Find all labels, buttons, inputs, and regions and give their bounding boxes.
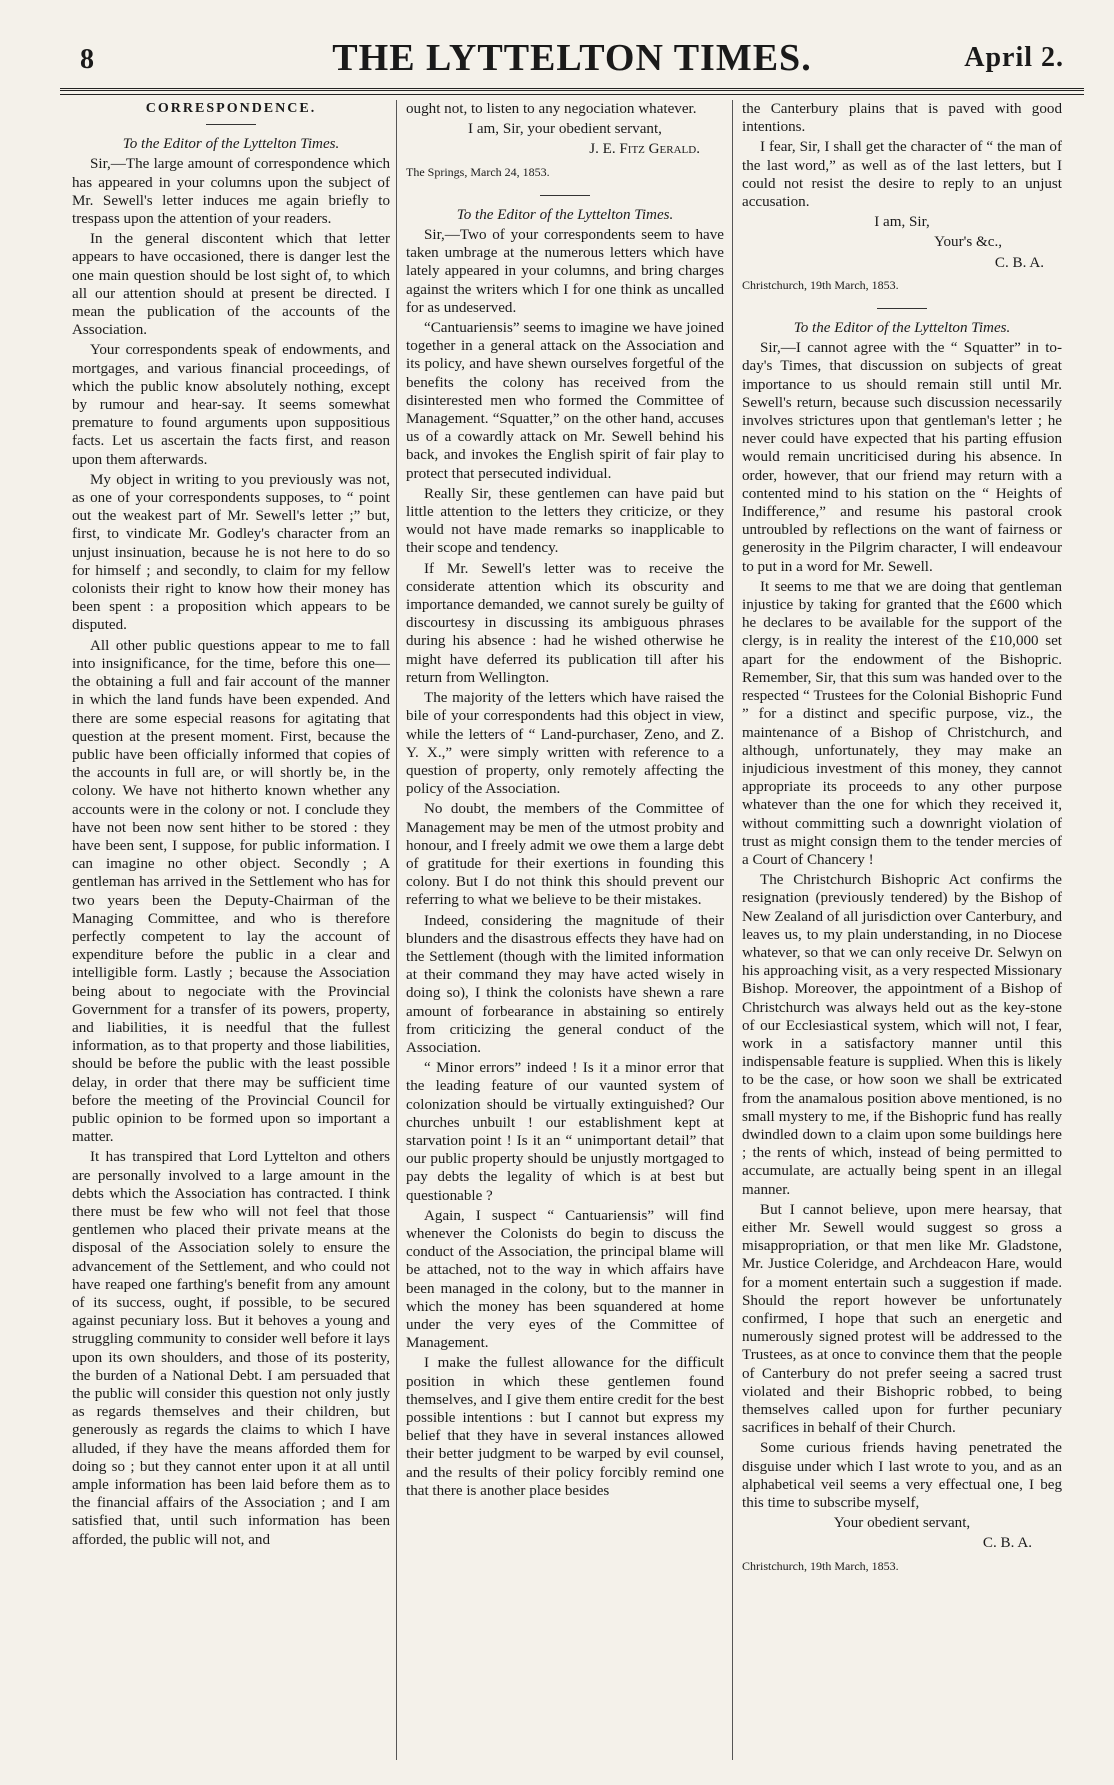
- paragraph: I fear, Sir, I shall get the character of “ the man of the last word,” as well as of the last letters, but I could not resist the desire to reply to an unjust accusation.: [742, 139, 1062, 211]
- letter-closing: Your obedient servant,: [833, 1515, 971, 1532]
- letter-signature: C. B. A.: [994, 254, 1044, 271]
- letter-closing: I am, Sir,: [874, 214, 930, 231]
- paragraph: “Cantuariensis” seems to imagine we have joined together in a general attack on the Association and its policy, and have shewn ourselves forgetful of the benefits the colony has received from the disinterested men who formed the Committee of Management. “Squatter,” on the other hand, accuses us of a cowardly attack on Mr. Sewell behind his back, and invokes the English spirit of fair play to protect that persecuted individual.: [406, 320, 724, 482]
- letter-salutation: To the Editor of the Lyttelton Times.: [122, 136, 340, 153]
- paragraph: It has transpired that Lord Lyttelton and others are personally involved to a large amount in the debts which the Association has contracted. I think there must be few who will not feel that those gentlemen who placed their private means at the disposal of the Association solely to ensure the advancement of the Settlement, and who could not have reaped one farthing's benefit from any amount of its success, ought, if possible, to be secured against pecuniary loss. But it behoves a young and struggling community to consider well before it lays upon its own shoulders, and those of its posterity, the burden of a National Debt. I am persuaded that the public will consider this question not only justly as regards themselves and their children, but generously as regards the claims to which I have alluded, if they have the means afforded them for doing so ; but they cannot enter upon it at all until ample information has been laid before them as to the financial affairs of the Association ; and I am satisfied that, until such information has been afforded, the public will not, and: [72, 1149, 390, 1548]
- page-header: [60, 32, 1084, 92]
- paragraph: The majority of the letters which have raised the bile of your correspondents had this object in view, while the letters of “ Land-purchaser, Zeno, and Z. Y. X.,” were simply written with reference to a question of property, only remotely affecting the policy of the Association.: [406, 690, 724, 798]
- letter-dateline: The Springs, March 24, 1853.: [406, 164, 550, 179]
- paragraph: ought not, to listen to any negociation whatever.: [406, 101, 697, 117]
- letter-signature: J. E. Fitz Gerald.: [589, 141, 700, 158]
- header-rule: [60, 88, 1084, 91]
- paragraph: Sir,—The large amount of correspondence which has appeared in your columns upon the subject of Mr. Sewell's letter induces me again briefly to trespass upon the attention of your readers.: [72, 156, 390, 228]
- paragraph: I make the fullest allowance for the difficult position in which these gentlemen found themselves, and I give them entire credit for the best possible intentions : but I cannot but express my belief that they have in several instances allowed their better judgment to be warped by evil counsel, and the results of their policy forcibly remind one that there is another place besides: [406, 1355, 724, 1499]
- paragraph: But I cannot believe, upon mere hearsay, that either Mr. Sewell would suggest so gross a misappropriation, or that men like Mr. Gladstone, Mr. Justice Coleridge, and Archdeacon Hare, would for a moment entertain such a suggestion if made. Should the report however be unfortunately confirmed, I hope that such an energetic and numerously signed protest will be addressed to the Trustees, as at once to convince them that the people of Canterbury do not prefer seeing a sacred trust violated and their Bishopric robbed, to being themselves called upon for further pecuniary sacrifices in behalf of their Church.: [742, 1201, 1062, 1437]
- paragraph: the Canterbury plains that is paved with good intentions.: [742, 101, 1062, 136]
- paragraph: Some curious friends having penetrated the disguise under which I last wrote to you, and as an alphabetical veil seems a very effectual one, I beg this time to subscribe myself,: [742, 1440, 1062, 1512]
- letter-closing: I am, Sir, your obedient servant,: [468, 121, 662, 138]
- letter-signature: C. B. A.: [982, 1535, 1032, 1552]
- letter-salutation: To the Editor of the Lyttelton Times.: [456, 206, 674, 223]
- column-1: [72, 100, 390, 1770]
- divider: [540, 195, 590, 196]
- column-3: [742, 100, 1062, 1770]
- divider: [206, 124, 256, 125]
- letter-closing: Your's &c.,: [934, 234, 1002, 251]
- paragraph: Sir,—I cannot agree with the “ Squatter” in to-day's Times, that discussion on subjects of great importance to us should remain still until Mr. Sewell's return, because such discussion necessarily involves strictures upon that gentleman's letter ; he never could have expected that his parting effusion would remain uncriticised during his absence. In order, however, that our friend may return with a contented mind to his station on the “ Heights of Indifference,” and resume his pastoral crook untroubled by reflections on the want of fairness or generosity in the Pilgrim character, I will endeavour to put in a word for Mr. Sewell.: [742, 340, 1062, 575]
- paragraph: No doubt, the members of the Committee of Management may be men of the utmost probity and honour, and I freely admit we owe them a large debt of gratitude for their exertions in founding this colony. But I do not think this should prevent our referring to what we believe to be their mistakes.: [406, 801, 724, 909]
- header-rule-thin: [60, 94, 1084, 95]
- letter-dateline: Christchurch, 19th March, 1853.: [742, 277, 899, 292]
- paragraph: Indeed, considering the magnitude of their blunders and the disastrous effects they have had on the Settlement (though with the limited information at their command they may have acted wisely in doing so), I think the colonists have shewn a rare amount of forbearance in abstaining so entirely from criticizing the general conduct of the Association.: [406, 912, 724, 1056]
- paragraph: The Christchurch Bishopric Act confirms the resignation (previously tendered) by the Bishop of New Zealand of all jurisdiction over Canterbury, and leaves us, to my plain understanding, in no Diocese whatever, so that we can only receive Dr. Selwyn on his approaching visit, as a very respected Missionary Bishop. Moreover, the appointment of a Bishop of Christchurch was always held out as the key-stone of our Ecclesiastical system, which will not, I fear, work in a satisfactory manner until this indispensable feature is supplied. When this is likely to be the case, or how soon we shall be extricated from the anamalous position above mentioned, is no small mystery to me, if the Bishopric fund has really dwindled down to a claim upon some buildings here ; the rents of which, instead of being permitted to accumulate, are actually being spent in an illegal manner.: [742, 872, 1062, 1198]
- divider: [877, 308, 927, 309]
- paragraph: All other public questions appear to me to fall into insignificance, for the time, before this one—the obtaining a full and fair account of the manner in which the land funds have been expended. And there are some especial reasons for agitating that question at the present moment. First, because the public have been officially informed that copies of the accounts in full are, or will shortly be, in the colony. We have not hitherto known whether any accounts were in the colony or not. I conclude they have not been now sent hither to be stored : they have been sent, I suppose, for public information. I can imagine no other object. Secondly ; A gentleman has arrived in the Settlement who has for two years been the Deputy-Chairman of the Managing Committee, and who is therefore perfectly competent to lay the account of expenditure before the public in a clear and intelligible form. Lastly ; because the Association being about to negociate with the Provincial Government for a transfer of its powers, property, and liabilities, it is needful that the fullest information, as to that property and those liabilities, should be before the public with the least possible delay, in order that there may be sufficient time before the meeting of the Provincial Council for public opinion to be formed upon so important a matter.: [72, 637, 390, 1146]
- paragraph: My object in writing to you previously was not, as one of your correspondents supposes, to “ point out the weakest part of Mr. Sewell's letter ;” but, first, to vindicate Mr. Godley's character from an unjust insinuation, because he is not here to do so for himself ; and secondly, to claim for my fellow colonists their right to know how their money has been spent : a proposition which appears to be disputed.: [72, 471, 390, 634]
- columns: [72, 100, 1084, 1770]
- issue-date: April 2.: [964, 42, 1064, 73]
- paragraph: Sir,—Two of your correspondents seem to have taken umbrage at the numerous letters which have lately appeared in your columns, and bring charges against the writers which I for one think as uncalled for as undeserved.: [406, 227, 724, 316]
- column-2: [406, 100, 724, 1770]
- paragraph: Again, I suspect “ Cantuariensis” will find whenever the Colonists do begin to discuss the conduct of the Association, the principal blame will be attached, not to the way in which affairs have been managed in the colony, but to the manner in which the money has been squandered at home under the very eyes of the Committee of Management.: [406, 1207, 724, 1352]
- paragraph: If Mr. Sewell's letter was to receive the considerate attention which its obscurity and importance demanded, we cannot surely be guilty of discourtesy in discussing its ambiguous phrases during his absence : had he wished otherwise he might have deferred its publication till after his return from Wellington.: [406, 560, 724, 686]
- paragraph: Your correspondents speak of endowments, and mortgages, and various financial proceedings, of which the public know absolutely nothing, except by rumour and hear-say. It seems somewhat premature to found arguments upon suppositious facts. Let us ascertain the facts first, and reason upon them afterwards.: [72, 342, 390, 468]
- paragraph: It seems to me that we are doing that gentleman injustice by taking for granted that the £600 which he declares to be available for the support of the clergy, is in reality the interest of the £10,000 set apart for the endowment of the Bishopric. Remember, Sir, that this sum was handed over to the respected “ Trustees for the Colonial Bishopric Fund ” for a distinct and specific purpose, viz., the maintenance of a Bishop of Christchurch, and although, unfortunately, they may make an injudicious investment of this money, they cannot appropriate its proceeds to any other purpose whatever than the one for which they received it, without committing such a downright violation of trust as might consign them to the tender mercies of a Court of Chancery !: [742, 578, 1062, 868]
- letter-salutation: To the Editor of the Lyttelton Times.: [793, 320, 1011, 337]
- page-number: 8: [80, 44, 94, 75]
- section-heading: CORRESPONDENCE.: [145, 101, 317, 116]
- paragraph: Really Sir, these gentlemen can have paid but little attention to the letters they criticize, or they would not have made remarks so inapplicable to their scope and tendency.: [406, 485, 724, 557]
- paragraph: “ Minor errors” indeed ! Is it a minor error that the leading feature of our vaunted system of colonization should be virtually extinguished? Our churches unbuilt ! our establishment kept at starvation point ! Is it an “ unimportant detail” that our public property should be unjustly mortgaged to pay debts the legality of which is at best but questionable ?: [406, 1060, 724, 1204]
- letter-dateline: Christchurch, 19th March, 1853.: [742, 1558, 899, 1573]
- paragraph: In the general discontent which that letter appears to have occasioned, there is danger lest the one main question should be lost sight of, to which all our attention should at present be directed. I mean the publication of the accounts of the Association.: [72, 231, 390, 339]
- masthead-title: THE LYTTELTON TIMES.: [332, 37, 812, 79]
